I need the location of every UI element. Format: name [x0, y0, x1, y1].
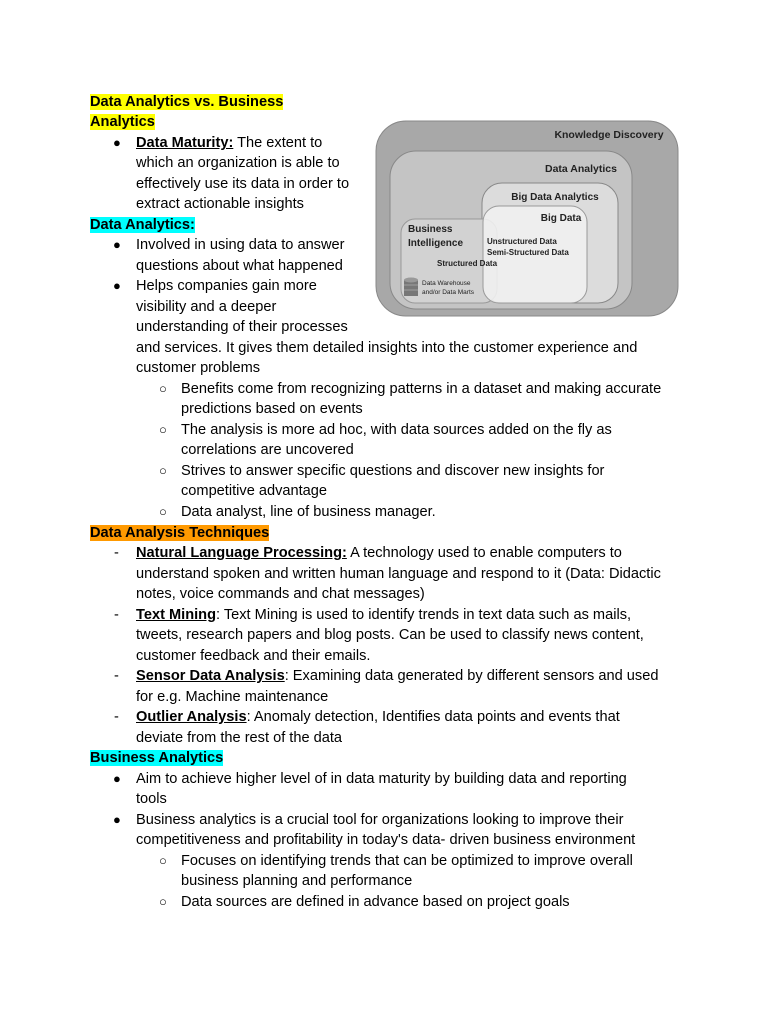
heading-business-analytics: Business Analytics — [90, 750, 224, 766]
maturity-line3: effectively use its data in order to — [136, 176, 350, 192]
da-sub1-line1: Benefits come from recognizing patterns in a dataset and making accurate — [181, 381, 662, 397]
semi-structured-data-label: Semi-Structured Data — [487, 248, 569, 257]
da-sub2-line1: The analysis is more ad hoc, with data sources added on the fly as — [181, 422, 612, 438]
ba-sub1-line1: Focuses on identifying trends that can be optimized to improve overall — [181, 853, 633, 869]
da-sub3-line1: Strives to answer specific questions and discover new insights for — [181, 463, 605, 479]
bullet-icon: ● — [113, 812, 121, 827]
nlp-line3: notes, voice commands and chat messages) — [136, 586, 425, 602]
bullet-icon: ● — [113, 237, 121, 252]
circle-bullet-icon: ○ — [159, 381, 167, 396]
heading-data-analytics: Data Analytics: — [90, 217, 195, 233]
maturity-line1: Data Maturity: The extent to — [136, 135, 323, 151]
bullet-icon: ● — [113, 278, 121, 293]
ba-bullet2-line1: Business analytics is a crucial tool for organizations looking to improve their — [136, 812, 624, 828]
ba-bullet2-line2: competitiveness and profitability in today's data- driven business environment — [136, 832, 636, 848]
da-bullet2-line4: and services. It gives them detailed insights into the customer experience and — [136, 340, 638, 356]
da-sub3-line2: competitive advantage — [181, 483, 328, 499]
ba-bullet1-line1: Aim to achieve higher level of in data maturity by building data and reporting — [136, 771, 627, 787]
nlp-line1: Natural Language Processing: A technology used to enable computers to — [136, 545, 622, 561]
ba-sub2-line1: Data sources are defined in advance based on project goals — [181, 894, 570, 910]
bullet-icon: ● — [113, 135, 121, 150]
dash-bullet-icon: - — [114, 709, 119, 725]
business-intelligence-label-line2: Intelligence — [408, 238, 464, 249]
sensor-line2: for e.g. Machine maintenance — [136, 689, 329, 705]
dash-bullet-icon: - — [114, 668, 119, 684]
dash-bullet-icon: - — [114, 607, 119, 623]
warehouse-label-line2: and/or Data Marts — [422, 289, 475, 296]
da-bullet2-line3: understanding of their processes — [136, 319, 348, 335]
circle-bullet-icon: ○ — [159, 504, 167, 519]
da-sub1-line2: predictions based on events — [181, 401, 363, 417]
data-analytics-label: Data Analytics — [545, 163, 617, 175]
da-bullet2-line5: customer problems — [136, 360, 261, 376]
text-mining-line3: customer feedback and their emails. — [136, 648, 371, 664]
unstructured-data-label: Unstructured Data — [487, 237, 557, 246]
sensor-line1: Sensor Data Analysis: Examining data generated by different sensors and used — [136, 668, 659, 684]
circle-bullet-icon: ○ — [159, 463, 167, 478]
analytics-hierarchy-diagram — [375, 120, 687, 318]
maturity-line2: which an organization is able to — [136, 155, 340, 171]
outlier-line2: deviate from the rest of the data — [136, 730, 343, 746]
big-data-analytics-label: Big Data Analytics — [511, 192, 599, 203]
maturity-line4: extract actionable insights — [136, 196, 304, 212]
big-data-label: Big Data — [540, 213, 582, 224]
nlp-line2: understand spoken and written human language and respond to it (Data: Didactic — [136, 566, 661, 582]
da-sub4-line1: Data analyst, line of business manager. — [181, 504, 436, 520]
database-icon — [404, 278, 418, 297]
bullet-icon: ● — [113, 771, 121, 786]
heading-da-vs-ba: Data Analytics vs. Business — [90, 94, 284, 110]
database-top — [404, 278, 418, 283]
da-sub2-line2: correlations are uncovered — [181, 442, 354, 458]
da-bullet2-line1: Helps companies gain more — [136, 278, 317, 294]
heading-techniques: Data Analysis Techniques — [90, 525, 270, 541]
da-bullet1-line2: questions about what happened — [136, 258, 343, 274]
warehouse-label-line1: Data Warehouse — [422, 280, 471, 287]
circle-bullet-icon: ○ — [159, 422, 167, 437]
circle-bullet-icon: ○ — [159, 894, 167, 909]
text-mining-line1: Text Mining: Text Mining is used to identify trends in text data such as mails, — [136, 607, 632, 623]
text-mining-line2: tweets, research papers and blog posts. Can be used to classify news content, — [136, 627, 644, 643]
ba-bullet1-line2: tools — [136, 791, 167, 807]
da-bullet1-line1: Involved in using data to answer — [136, 237, 345, 253]
knowledge-discovery-label: Knowledge Discovery — [554, 129, 664, 141]
ba-sub1-line2: business planning and performance — [181, 873, 413, 889]
da-bullet2-line2: visibility and a deeper — [136, 299, 277, 315]
structured-data-label: Structured Data — [437, 259, 498, 268]
outlier-line1: Outlier Analysis: Anomaly detection, Identifies data points and events that — [136, 709, 620, 725]
heading-da-vs-ba-line2: Analytics — [90, 114, 155, 130]
business-intelligence-label-line1: Business — [408, 224, 453, 235]
dash-bullet-icon: - — [114, 545, 119, 561]
circle-bullet-icon: ○ — [159, 853, 167, 868]
